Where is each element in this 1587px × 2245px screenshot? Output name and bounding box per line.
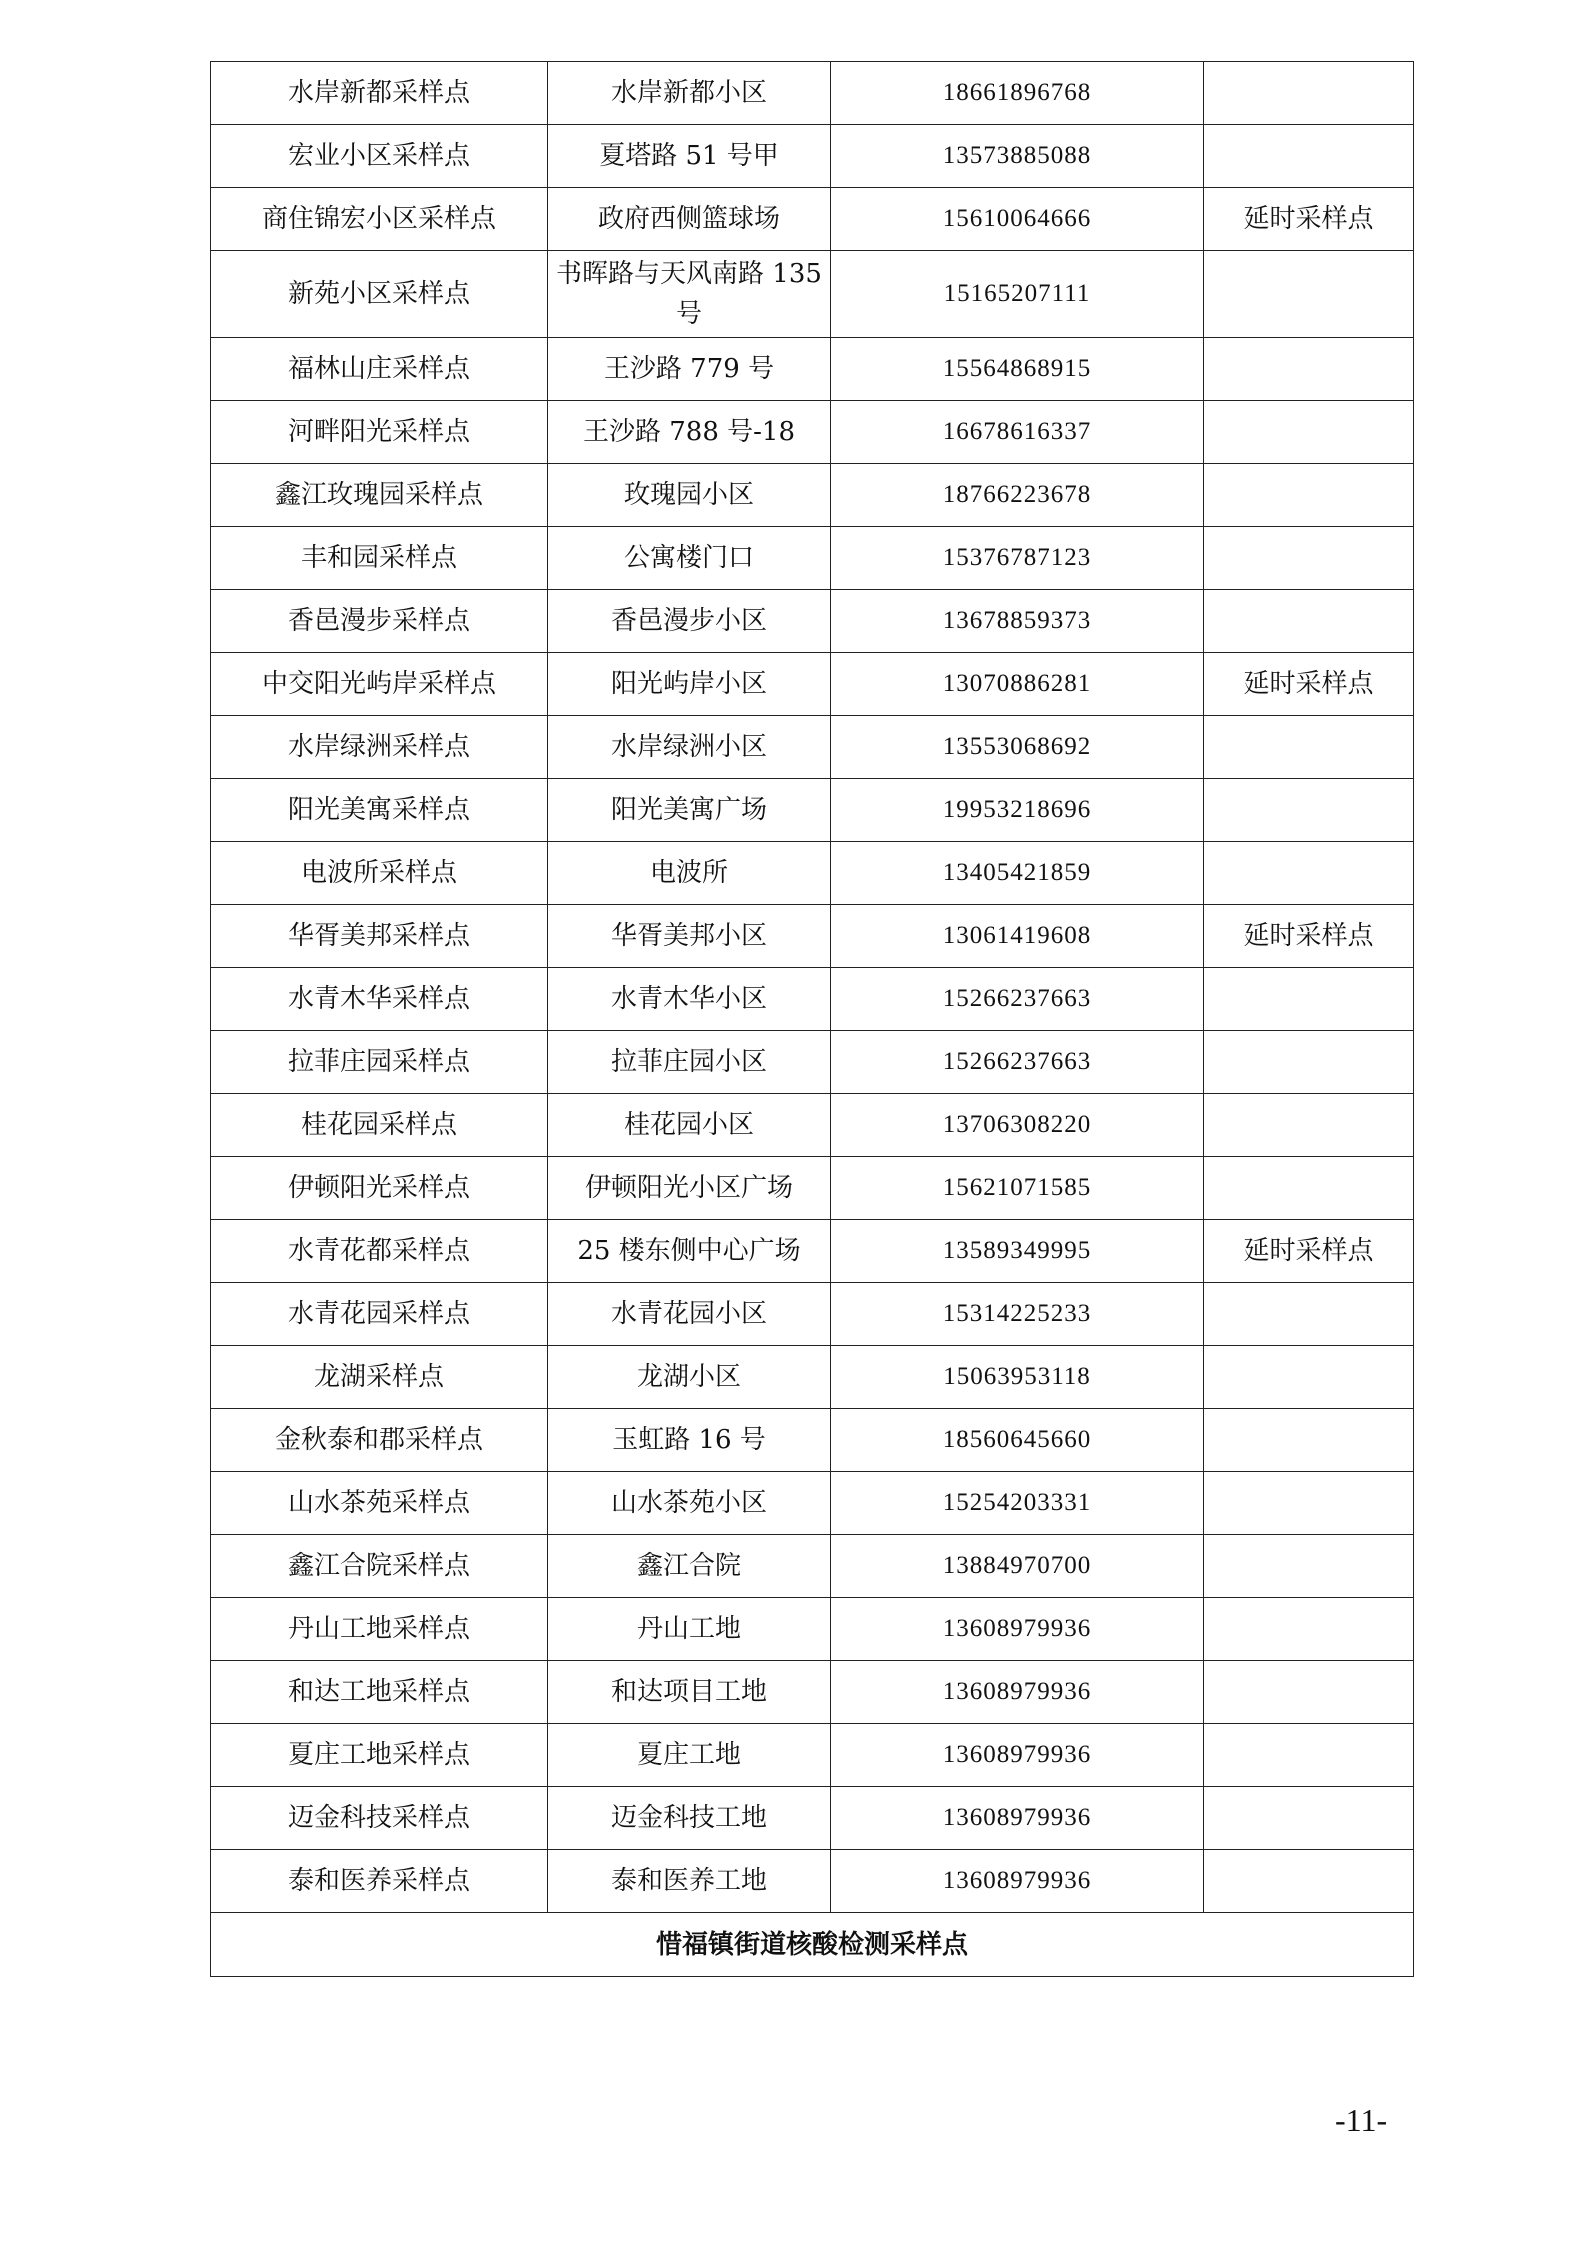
location-cell: 华胥美邦小区 — [548, 905, 831, 968]
location-cell: 夏庄工地 — [548, 1724, 831, 1787]
table-row — [211, 1346, 1414, 1409]
site-name-cell: 泰和医养采样点 — [211, 1850, 548, 1913]
table-row — [211, 1409, 1414, 1472]
phone-cell: 13589349995 — [831, 1220, 1204, 1283]
table-row — [211, 590, 1414, 653]
note-cell — [1204, 968, 1414, 1031]
phone-cell: 13070886281 — [831, 653, 1204, 716]
table-row — [211, 779, 1414, 842]
location-cell: 香邑漫步小区 — [548, 590, 831, 653]
note-cell — [1204, 401, 1414, 464]
phone-cell: 15314225233 — [831, 1283, 1204, 1346]
location-cell: 迈金科技工地 — [548, 1787, 831, 1850]
note-cell — [1204, 1535, 1414, 1598]
table-row — [211, 1094, 1414, 1157]
location-cell: 伊顿阳光小区广场 — [548, 1157, 831, 1220]
table-row — [211, 653, 1414, 716]
location-cell: 公寓楼门口 — [548, 527, 831, 590]
note-cell: 延时采样点 — [1204, 188, 1414, 251]
section-header-row — [211, 1913, 1414, 1977]
note-cell — [1204, 464, 1414, 527]
location-cell: 龙湖小区 — [548, 1346, 831, 1409]
page-number: -11- — [1335, 2102, 1388, 2138]
note-cell — [1204, 527, 1414, 590]
phone-cell: 13553068692 — [831, 716, 1204, 779]
site-name-cell: 金秋泰和郡采样点 — [211, 1409, 548, 1472]
note-cell: 延时采样点 — [1204, 1220, 1414, 1283]
note-cell — [1204, 1661, 1414, 1724]
table-row — [211, 1220, 1414, 1283]
table-row — [211, 1031, 1414, 1094]
location-cell: 玉虹路 16 号 — [548, 1409, 831, 1472]
phone-cell: 15564868915 — [831, 338, 1204, 401]
site-name-cell: 丰和园采样点 — [211, 527, 548, 590]
location-cell: 政府西侧篮球场 — [548, 188, 831, 251]
site-name-cell: 香邑漫步采样点 — [211, 590, 548, 653]
site-name-cell: 山水茶苑采样点 — [211, 1472, 548, 1535]
location-cell: 阳光美寓广场 — [548, 779, 831, 842]
note-cell — [1204, 338, 1414, 401]
site-name-cell: 龙湖采样点 — [211, 1346, 548, 1409]
sampling-sites-table — [210, 61, 1414, 1977]
note-cell — [1204, 1787, 1414, 1850]
location-cell: 25 楼东侧中心广场 — [548, 1220, 831, 1283]
site-name-cell: 迈金科技采样点 — [211, 1787, 548, 1850]
location-cell: 水岸新都小区 — [548, 62, 831, 125]
phone-cell: 18766223678 — [831, 464, 1204, 527]
note-cell — [1204, 842, 1414, 905]
phone-cell: 13608979936 — [831, 1661, 1204, 1724]
table-row — [211, 62, 1414, 125]
phone-cell: 15376787123 — [831, 527, 1204, 590]
table-row — [211, 401, 1414, 464]
site-name-cell: 鑫江合院采样点 — [211, 1535, 548, 1598]
note-cell: 延时采样点 — [1204, 653, 1414, 716]
phone-cell: 15165207111 — [831, 251, 1204, 338]
note-cell — [1204, 716, 1414, 779]
phone-cell: 13608979936 — [831, 1724, 1204, 1787]
table-row — [211, 464, 1414, 527]
note-cell — [1204, 1094, 1414, 1157]
location-cell: 鑫江合院 — [548, 1535, 831, 1598]
note-cell — [1204, 779, 1414, 842]
phone-cell: 18661896768 — [831, 62, 1204, 125]
phone-cell: 13884970700 — [831, 1535, 1204, 1598]
location-cell: 王沙路 779 号 — [548, 338, 831, 401]
site-name-cell: 阳光美寓采样点 — [211, 779, 548, 842]
site-name-cell: 伊顿阳光采样点 — [211, 1157, 548, 1220]
phone-cell: 15266237663 — [831, 968, 1204, 1031]
table-row — [211, 716, 1414, 779]
location-cell: 和达项目工地 — [548, 1661, 831, 1724]
location-cell: 玫瑰园小区 — [548, 464, 831, 527]
table-row — [211, 842, 1414, 905]
note-cell — [1204, 1409, 1414, 1472]
table-row — [211, 1724, 1414, 1787]
table-row — [211, 1157, 1414, 1220]
table-body — [211, 62, 1414, 1977]
phone-cell: 16678616337 — [831, 401, 1204, 464]
table-row — [211, 188, 1414, 251]
location-cell: 王沙路 788 号-18 — [548, 401, 831, 464]
location-cell: 书晖路与天风南路 135 号 — [548, 251, 831, 338]
location-cell: 丹山工地 — [548, 1598, 831, 1661]
location-cell: 夏塔路 51 号甲 — [548, 125, 831, 188]
site-name-cell: 福林山庄采样点 — [211, 338, 548, 401]
location-cell: 阳光屿岸小区 — [548, 653, 831, 716]
note-cell — [1204, 251, 1414, 338]
table-row — [211, 251, 1414, 338]
site-name-cell: 商住锦宏小区采样点 — [211, 188, 548, 251]
note-cell: 延时采样点 — [1204, 905, 1414, 968]
phone-cell: 13405421859 — [831, 842, 1204, 905]
table-row — [211, 1472, 1414, 1535]
site-name-cell: 中交阳光屿岸采样点 — [211, 653, 548, 716]
table-row — [211, 905, 1414, 968]
phone-cell: 13608979936 — [831, 1787, 1204, 1850]
site-name-cell: 水青木华采样点 — [211, 968, 548, 1031]
site-name-cell: 和达工地采样点 — [211, 1661, 548, 1724]
site-name-cell: 拉菲庄园采样点 — [211, 1031, 548, 1094]
site-name-cell: 夏庄工地采样点 — [211, 1724, 548, 1787]
location-cell: 桂花园小区 — [548, 1094, 831, 1157]
note-cell — [1204, 590, 1414, 653]
site-name-cell: 丹山工地采样点 — [211, 1598, 548, 1661]
table-row — [211, 968, 1414, 1031]
location-cell: 水青木华小区 — [548, 968, 831, 1031]
phone-cell: 19953218696 — [831, 779, 1204, 842]
section-title: 惜福镇街道核酸检测采样点 — [211, 1913, 1414, 1977]
note-cell — [1204, 1283, 1414, 1346]
site-name-cell: 桂花园采样点 — [211, 1094, 548, 1157]
note-cell — [1204, 125, 1414, 188]
phone-cell: 15266237663 — [831, 1031, 1204, 1094]
phone-cell: 15063953118 — [831, 1346, 1204, 1409]
phone-cell: 15610064666 — [831, 188, 1204, 251]
site-name-cell: 水青花园采样点 — [211, 1283, 548, 1346]
location-cell: 拉菲庄园小区 — [548, 1031, 831, 1094]
site-name-cell: 电波所采样点 — [211, 842, 548, 905]
note-cell — [1204, 1031, 1414, 1094]
phone-cell: 13061419608 — [831, 905, 1204, 968]
note-cell — [1204, 1850, 1414, 1913]
location-cell: 山水茶苑小区 — [548, 1472, 831, 1535]
table-row — [211, 1850, 1414, 1913]
site-name-cell: 河畔阳光采样点 — [211, 401, 548, 464]
note-cell — [1204, 1724, 1414, 1787]
note-cell — [1204, 1472, 1414, 1535]
note-cell — [1204, 1346, 1414, 1409]
table-row — [211, 527, 1414, 590]
location-cell: 水青花园小区 — [548, 1283, 831, 1346]
site-name-cell: 水岸新都采样点 — [211, 62, 548, 125]
note-cell — [1204, 1157, 1414, 1220]
site-name-cell: 新苑小区采样点 — [211, 251, 548, 338]
note-cell — [1204, 1598, 1414, 1661]
phone-cell: 18560645660 — [831, 1409, 1204, 1472]
table-row — [211, 338, 1414, 401]
phone-cell: 13573885088 — [831, 125, 1204, 188]
table-row — [211, 125, 1414, 188]
phone-cell: 15254203331 — [831, 1472, 1204, 1535]
site-name-cell: 华胥美邦采样点 — [211, 905, 548, 968]
table-row — [211, 1661, 1414, 1724]
table-row — [211, 1787, 1414, 1850]
site-name-cell: 鑫江玫瑰园采样点 — [211, 464, 548, 527]
phone-cell: 13678859373 — [831, 590, 1204, 653]
site-name-cell: 水岸绿洲采样点 — [211, 716, 548, 779]
note-cell — [1204, 62, 1414, 125]
location-cell: 水岸绿洲小区 — [548, 716, 831, 779]
phone-cell: 13608979936 — [831, 1850, 1204, 1913]
site-name-cell: 宏业小区采样点 — [211, 125, 548, 188]
table-row — [211, 1283, 1414, 1346]
location-cell: 泰和医养工地 — [548, 1850, 831, 1913]
phone-cell: 15621071585 — [831, 1157, 1204, 1220]
table-row — [211, 1535, 1414, 1598]
site-name-cell: 水青花都采样点 — [211, 1220, 548, 1283]
location-cell: 电波所 — [548, 842, 831, 905]
phone-cell: 13608979936 — [831, 1598, 1204, 1661]
phone-cell: 13706308220 — [831, 1094, 1204, 1157]
table-row — [211, 1598, 1414, 1661]
